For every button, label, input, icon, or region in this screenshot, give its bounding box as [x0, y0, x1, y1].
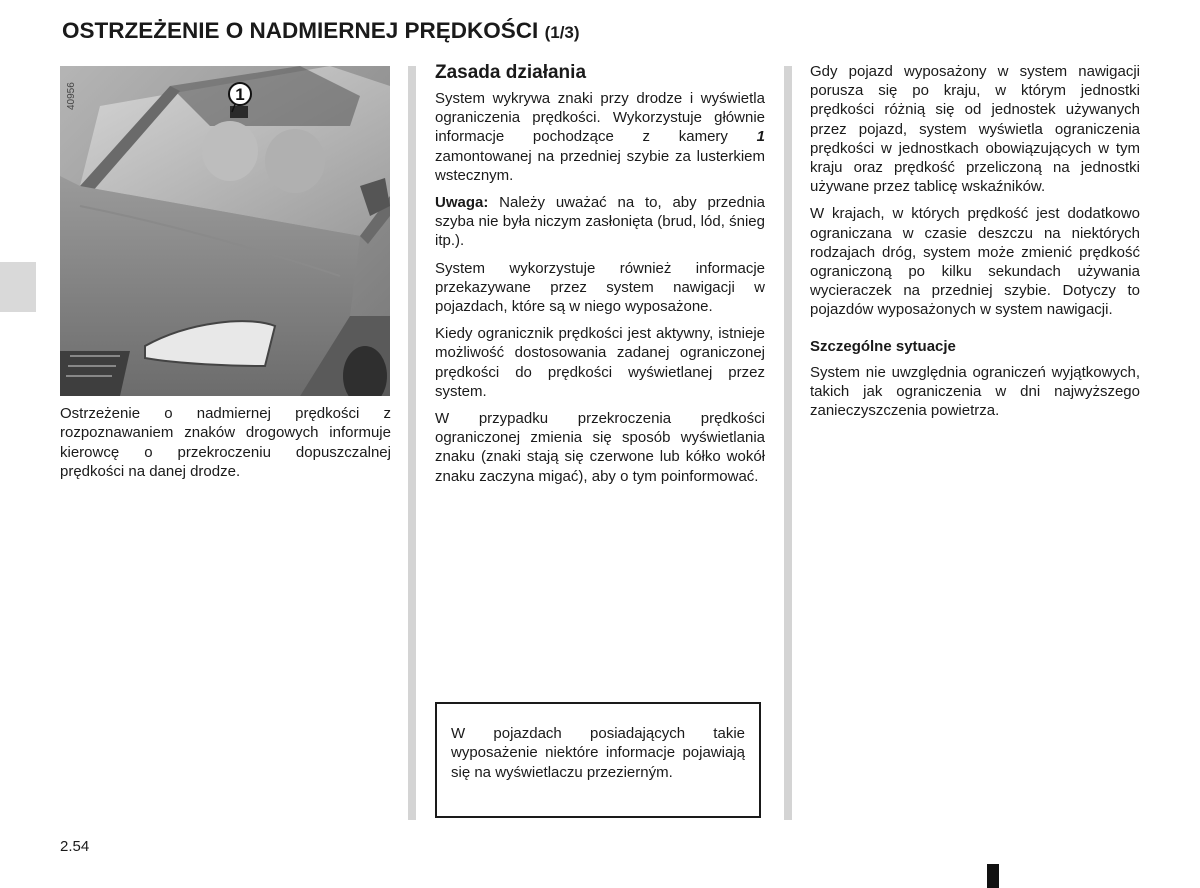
- column-divider: [408, 66, 416, 820]
- note-label: Uwaga:: [435, 194, 489, 212]
- camera-ref: 1: [756, 128, 766, 146]
- section-heading: Zasada działania: [435, 62, 587, 83]
- paragraph: Gdy pojazd wyposażony w system nawigacji porusza się po kraju, w którym jednostki prędkości różnią się od jednostek używanych przez pojazd, system wyświetla ograniczenia prędkości w jednostkach obowiązujących w tym kraju oraz prędkość przeliczoną na jednostki używane przez tablicę wskaźników.: [810, 63, 1140, 196]
- page-number: 2.54: [60, 838, 90, 855]
- car-windscreen-camera-illustration: [60, 66, 390, 396]
- paragraph-text: System wykrywa znaki przy drodze i wyświetla ograniczenia prędkości. Wykorzystuje głównie informacje pochodzące z kamery: [435, 90, 765, 146]
- paragraph-text: Należy uważać na to, aby przednia szyba nie była niczym zasłonięta (brud, lód, śnieg itp.).: [435, 194, 765, 250]
- paragraph-text: zamontowanej na przedniej szybie za lusterkiem wstecznym.: [435, 147, 765, 184]
- column-details: [810, 62, 1140, 428]
- paragraph: System nie uwzględnia ograniczeń wyjątkowych, takich jak ograniczenia w dni najwyższego zanieczyszczenia powietrza.: [810, 363, 1140, 420]
- section-subheading: Szczególne sytuacje: [810, 337, 956, 355]
- paragraph: [435, 89, 765, 185]
- paragraph: Kiedy ogranicznik prędkości jest aktywny, istnieje możliwość dostosowania zadanej ograniczonej prędkości do prędkości wyświetlanej przez system.: [435, 325, 765, 400]
- page-title: [62, 18, 580, 44]
- callout-number: 1: [235, 85, 245, 104]
- column-operation: [435, 62, 765, 494]
- note-box: W pojazdach posiadających takie wyposażenie niektóre informacje pojawiają się na wyświetlaczu przezierným.: [435, 702, 761, 818]
- paragraph: W krajach, w których prędkość jest dodatkowo ograniczana w czasie deszczu na niektórych rodzajach dróg, system może zmienić prędkość ograniczoną po kilku sekundach używania wycieraczek na przedniej szybie. Dotyczy to pojazdów wyposażonych w system nawigacji.: [810, 205, 1140, 319]
- paragraph: System wykorzystuje również informacje przekazywane przez system nawigacji w pojazdach, które są w niego wyposażone.: [435, 259, 765, 316]
- paragraph: W przypadku przekroczenia prędkości ograniczonej zmienia się sposób wyświetlania znaku (znaki stają się czerwone lub kółko wokół znaku zaczyna migać), aby o tym poinformować.: [435, 410, 765, 485]
- chapter-side-tab: [0, 262, 36, 312]
- title-part: (1/3): [544, 23, 580, 42]
- figure-caption: Ostrzeżenie o nadmiernej prędkości z rozpoznawaniem znaków drogowych informuje kierowcę o przekroczeniu dopuszczalnej prędkości na danej drodze.: [60, 405, 391, 481]
- column-divider: [784, 66, 792, 820]
- title-main: OSTRZEŻENIE O NADMIERNEJ PRĘDKOŚCI: [62, 18, 539, 43]
- paragraph: [435, 193, 765, 251]
- figure-ref-id: 40956: [66, 82, 77, 110]
- corner-marker: [987, 864, 999, 888]
